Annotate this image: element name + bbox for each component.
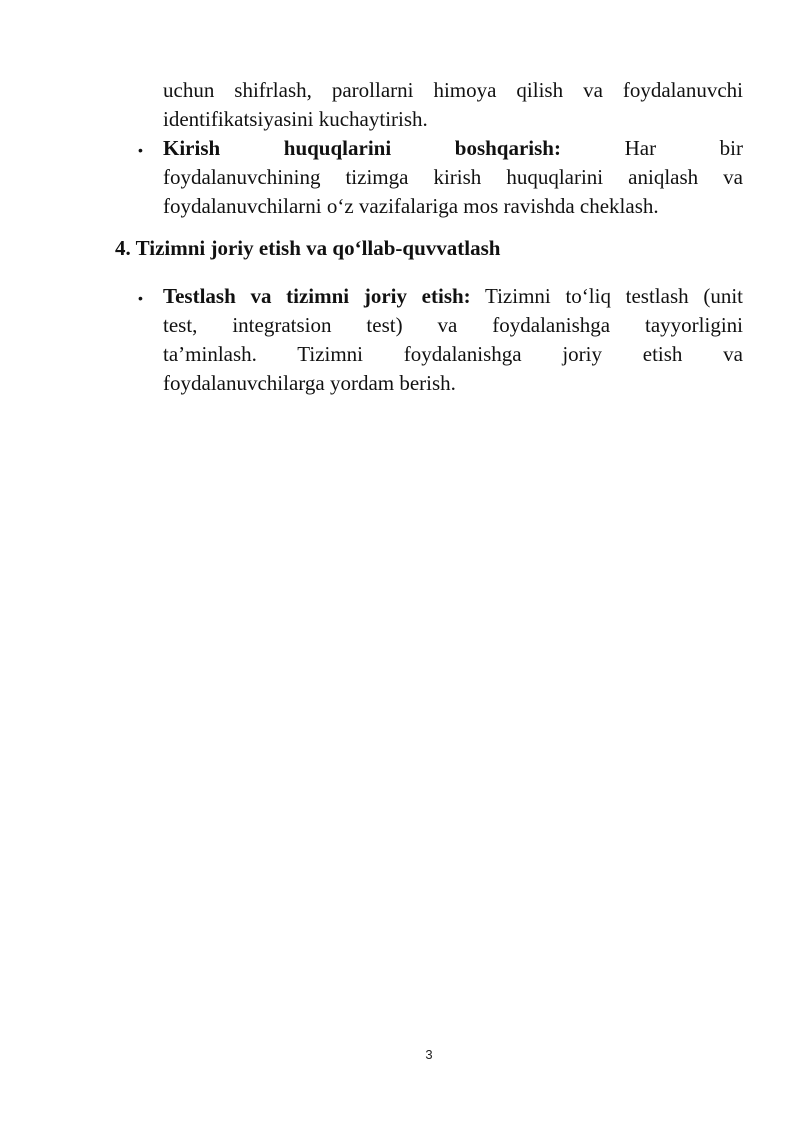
- list-item-first-line: [163, 134, 743, 163]
- list-item-line: foydalanuvchilarni o‘z vazifalariga mos ravishda cheklash.: [163, 194, 659, 218]
- list-item-line: test, integratsion test) va foydalanishga tayyorligini: [163, 313, 743, 337]
- list-item-lead: Testlash va tizimni joriy etish:: [163, 284, 471, 308]
- list-item-line: foydalanuvchining tizimga kirish huquqlarini aniqlash va: [163, 165, 743, 189]
- list-item-first-line: [163, 282, 743, 311]
- bullet-marker-2: •: [138, 290, 143, 306]
- continuation-line-1: uchun shifrlash, parollarni himoya qilish va foydalanuvchi: [163, 78, 743, 102]
- continuation-paragraph: [163, 76, 743, 134]
- list-item-first-tail: Tizimni to‘liq testlash (unit: [485, 284, 743, 308]
- list-item-testing: [163, 282, 743, 398]
- continuation-line-2: identifikatsiyasini kuchaytirish.: [163, 107, 428, 131]
- list-item-line: ta’minlash. Tizimni foydalanishga joriy etish va: [163, 342, 743, 366]
- list-item-line: foydalanuvchilarga yordam berish.: [163, 371, 456, 395]
- bullet-marker-1: •: [138, 142, 143, 158]
- list-item-access-rights: [163, 134, 743, 221]
- list-item-lead: Kirish huquqlarini boshqarish:: [163, 136, 561, 160]
- section-heading: 4. Tizimni joriy etish va qo‘llab-quvvatlash: [115, 236, 501, 260]
- page-number: 3: [425, 1047, 433, 1062]
- list-item-first-tail: Har bir: [624, 136, 743, 160]
